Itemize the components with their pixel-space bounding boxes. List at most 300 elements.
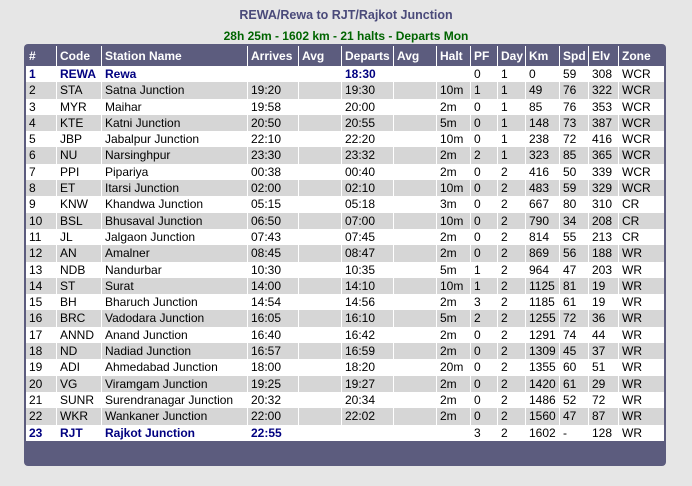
zone-cell: CR [619,213,664,229]
row-number-cell: 14 [26,278,57,294]
speed-cell: 34 [560,213,589,229]
row-number-cell: 6 [26,147,57,163]
platform-cell: 3 [471,294,498,310]
column-header: Station Name [102,46,248,66]
station-name-cell: Viramgam Junction [102,376,248,392]
day-cell: 2 [498,196,526,212]
distance-km-cell: 85 [526,99,560,115]
platform-cell: 3 [471,425,498,441]
elevation-cell: 51 [589,359,619,375]
row-number-cell: 1 [26,66,57,82]
departure-avg-cell [394,376,437,392]
elevation-cell: 387 [589,115,619,131]
table-row [26,359,664,375]
day-cell: 1 [498,131,526,147]
elevation-cell: 329 [589,180,619,196]
station-code-cell: ND [57,343,102,359]
row-number-cell: 23 [26,425,57,441]
arrival-avg-cell [299,408,342,424]
day-cell: 1 [498,82,526,98]
arrival-time-cell: 08:45 [248,245,299,261]
arrival-avg-cell [299,115,342,131]
arrival-time-cell: 19:25 [248,376,299,392]
platform-cell: 2 [471,310,498,326]
station-code-cell: BH [57,294,102,310]
distance-km-cell: 1420 [526,376,560,392]
halt-duration-cell: 5m [437,310,471,326]
departure-time-cell: 20:00 [342,99,394,115]
column-header: Spd [560,46,589,66]
station-code-cell: WKR [57,408,102,424]
departure-avg-cell [394,196,437,212]
day-cell: 2 [498,376,526,392]
day-cell: 2 [498,245,526,261]
table-row [26,147,664,163]
arrival-avg-cell [299,425,342,441]
zone-cell: WCR [619,115,664,131]
station-name-cell: Vadodara Junction [102,310,248,326]
row-number-cell: 20 [26,376,57,392]
station-name-cell: Khandwa Junction [102,196,248,212]
halt-duration-cell: 10m [437,278,471,294]
speed-cell: 45 [560,343,589,359]
departure-time-cell: 22:20 [342,131,394,147]
departure-time-cell [342,425,394,441]
platform-cell: 0 [471,115,498,131]
table-row [26,376,664,392]
arrival-avg-cell [299,82,342,98]
elevation-cell: 203 [589,262,619,278]
zone-cell: WCR [619,82,664,98]
distance-km-cell: 869 [526,245,560,261]
halt-duration-cell: 10m [437,131,471,147]
halt-duration-cell: 3m [437,196,471,212]
halt-duration-cell: 2m [437,229,471,245]
station-name-cell: Katni Junction [102,115,248,131]
row-number-cell: 21 [26,392,57,408]
speed-cell: 85 [560,147,589,163]
table-row [26,278,664,294]
platform-cell: 0 [471,66,498,82]
departure-avg-cell [394,262,437,278]
departure-avg-cell [394,131,437,147]
row-number-cell: 7 [26,164,57,180]
table-row [26,408,664,424]
day-cell: 2 [498,213,526,229]
zone-cell: WCR [619,164,664,180]
halt-duration-cell: 2m [437,343,471,359]
departure-time-cell: 05:18 [342,196,394,212]
zone-cell: WCR [619,66,664,82]
elevation-cell: 322 [589,82,619,98]
platform-cell: 0 [471,196,498,212]
elevation-cell: 310 [589,196,619,212]
station-name-cell: Ahmedabad Junction [102,359,248,375]
departure-avg-cell [394,408,437,424]
arrival-time-cell: 19:20 [248,82,299,98]
station-name-cell: Jabalpur Junction [102,131,248,147]
platform-cell: 0 [471,392,498,408]
row-number-cell: 4 [26,115,57,131]
distance-km-cell: 1255 [526,310,560,326]
arrival-avg-cell [299,213,342,229]
table-row [26,327,664,343]
station-code-cell: KNW [57,196,102,212]
day-cell: 2 [498,262,526,278]
table-row [26,310,664,326]
arrival-avg-cell [299,262,342,278]
row-number-cell: 3 [26,99,57,115]
arrival-time-cell: 22:10 [248,131,299,147]
halt-duration-cell: 2m [437,164,471,180]
table-body [26,66,664,441]
platform-cell: 0 [471,343,498,359]
distance-km-cell: 1486 [526,392,560,408]
platform-cell: 0 [471,180,498,196]
station-name-cell: Narsinghpur [102,147,248,163]
departure-avg-cell [394,99,437,115]
column-header: Arrives [248,46,299,66]
arrival-avg-cell [299,164,342,180]
station-name-cell: Rewa [102,66,248,82]
column-header: Avg [299,46,342,66]
speed-cell: 50 [560,164,589,180]
arrival-time-cell: 20:32 [248,392,299,408]
speed-cell: 76 [560,82,589,98]
elevation-cell: 353 [589,99,619,115]
day-cell: 2 [498,425,526,441]
zone-cell: WR [619,327,664,343]
halt-duration-cell: 10m [437,213,471,229]
station-code-cell: REWA [57,66,102,82]
halt-duration-cell: 2m [437,376,471,392]
arrival-time-cell: 00:38 [248,164,299,180]
day-cell: 2 [498,359,526,375]
arrival-time-cell: 14:00 [248,278,299,294]
halt-duration-cell: 2m [437,408,471,424]
departure-avg-cell [394,245,437,261]
station-name-cell: Nandurbar [102,262,248,278]
distance-km-cell: 0 [526,66,560,82]
day-cell: 1 [498,99,526,115]
arrival-time-cell: 22:00 [248,408,299,424]
arrival-avg-cell [299,196,342,212]
distance-km-cell: 483 [526,180,560,196]
row-number-cell: 12 [26,245,57,261]
departure-avg-cell [394,425,437,441]
station-name-cell: Jalgaon Junction [102,229,248,245]
station-name-cell: Pipariya [102,164,248,180]
arrival-avg-cell [299,147,342,163]
row-number-cell: 15 [26,294,57,310]
station-code-cell: JL [57,229,102,245]
departure-time-cell: 18:30 [342,66,394,82]
departure-avg-cell [394,147,437,163]
day-cell: 1 [498,115,526,131]
arrival-time-cell: 07:43 [248,229,299,245]
arrival-avg-cell [299,99,342,115]
distance-km-cell: 323 [526,147,560,163]
departure-time-cell: 07:00 [342,213,394,229]
platform-cell: 0 [471,164,498,180]
halt-duration-cell: 5m [437,115,471,131]
station-name-cell: Surendranagar Junction [102,392,248,408]
zone-cell: WR [619,262,664,278]
speed-cell: 72 [560,131,589,147]
elevation-cell: 128 [589,425,619,441]
header-row [26,46,664,66]
station-code-cell: VG [57,376,102,392]
zone-cell: CR [619,229,664,245]
station-code-cell: JBP [57,131,102,147]
distance-km-cell: 1355 [526,359,560,375]
halt-duration-cell: 10m [437,180,471,196]
day-cell: 2 [498,343,526,359]
distance-km-cell: 1125 [526,278,560,294]
speed-cell: - [560,425,589,441]
platform-cell: 1 [471,82,498,98]
arrival-time-cell: 23:30 [248,147,299,163]
table-row [26,245,664,261]
table-row [26,180,664,196]
table-row [26,392,664,408]
departure-time-cell: 16:10 [342,310,394,326]
zone-cell: WR [619,376,664,392]
station-code-cell: NU [57,147,102,163]
halt-duration-cell: 2m [437,147,471,163]
halt-duration-cell: 2m [437,392,471,408]
elevation-cell: 308 [589,66,619,82]
row-number-cell: 16 [26,310,57,326]
arrival-time-cell: 22:55 [248,425,299,441]
arrival-avg-cell [299,131,342,147]
zone-cell: WR [619,425,664,441]
departure-avg-cell [394,229,437,245]
station-code-cell: SUNR [57,392,102,408]
speed-cell: 81 [560,278,589,294]
departure-time-cell: 22:02 [342,408,394,424]
speed-cell: 59 [560,180,589,196]
day-cell: 2 [498,164,526,180]
elevation-cell: 208 [589,213,619,229]
arrival-avg-cell [299,294,342,310]
station-name-cell: Amalner [102,245,248,261]
departure-time-cell: 16:42 [342,327,394,343]
speed-cell: 59 [560,66,589,82]
departure-time-cell: 00:40 [342,164,394,180]
column-header: # [26,46,57,66]
route-title: REWA/Rewa to RJT/Rajkot Junction [239,8,453,22]
departure-avg-cell [394,294,437,310]
table-row [26,115,664,131]
departure-avg-cell [394,343,437,359]
station-code-cell: ST [57,278,102,294]
table-row [26,213,664,229]
station-code-cell: BRC [57,310,102,326]
station-name-cell: Nadiad Junction [102,343,248,359]
platform-cell: 0 [471,229,498,245]
platform-cell: 0 [471,131,498,147]
arrival-avg-cell [299,310,342,326]
departure-time-cell: 10:35 [342,262,394,278]
day-cell: 2 [498,278,526,294]
zone-cell: WR [619,343,664,359]
speed-cell: 61 [560,294,589,310]
departure-time-cell: 16:59 [342,343,394,359]
arrival-avg-cell [299,392,342,408]
departure-time-cell: 14:56 [342,294,394,310]
zone-cell: WR [619,245,664,261]
zone-cell: WCR [619,99,664,115]
arrival-time-cell: 16:40 [248,327,299,343]
departure-time-cell: 19:27 [342,376,394,392]
day-cell: 2 [498,229,526,245]
departure-avg-cell [394,213,437,229]
arrival-time-cell: 16:57 [248,343,299,359]
halt-duration-cell: 5m [437,262,471,278]
day-cell: 1 [498,147,526,163]
column-header: Halt [437,46,471,66]
column-header: Elv [589,46,619,66]
schedule-table [26,46,664,441]
speed-cell: 74 [560,327,589,343]
station-name-cell: Itarsi Junction [102,180,248,196]
elevation-cell: 19 [589,278,619,294]
platform-cell: 0 [471,408,498,424]
departure-time-cell: 19:30 [342,82,394,98]
arrival-time-cell: 19:58 [248,99,299,115]
elevation-cell: 19 [589,294,619,310]
table-row [26,262,664,278]
zone-cell: WR [619,359,664,375]
row-number-cell: 5 [26,131,57,147]
arrival-time-cell: 06:50 [248,213,299,229]
row-number-cell: 22 [26,408,57,424]
row-number-cell: 17 [26,327,57,343]
row-number-cell: 8 [26,180,57,196]
arrival-avg-cell [299,180,342,196]
column-header: PF [471,46,498,66]
station-code-cell: PPI [57,164,102,180]
departure-time-cell: 07:45 [342,229,394,245]
zone-cell: WCR [619,147,664,163]
table-row [26,294,664,310]
distance-km-cell: 1602 [526,425,560,441]
distance-km-cell: 814 [526,229,560,245]
speed-cell: 47 [560,408,589,424]
column-header: Km [526,46,560,66]
station-name-cell: Anand Junction [102,327,248,343]
departure-time-cell: 23:32 [342,147,394,163]
station-code-cell: AN [57,245,102,261]
zone-cell: WCR [619,180,664,196]
departure-time-cell: 20:55 [342,115,394,131]
column-header: Avg [394,46,437,66]
station-code-cell: ANND [57,327,102,343]
departure-time-cell: 14:10 [342,278,394,294]
day-cell: 2 [498,180,526,196]
distance-km-cell: 964 [526,262,560,278]
station-code-cell: ET [57,180,102,196]
departure-time-cell: 02:10 [342,180,394,196]
speed-cell: 52 [560,392,589,408]
row-number-cell: 13 [26,262,57,278]
station-code-cell: ADI [57,359,102,375]
distance-km-cell: 1309 [526,343,560,359]
table-row [26,425,664,441]
day-cell: 2 [498,327,526,343]
station-code-cell: STA [57,82,102,98]
departure-avg-cell [394,327,437,343]
distance-km-cell: 49 [526,82,560,98]
elevation-cell: 416 [589,131,619,147]
speed-cell: 73 [560,115,589,131]
halt-duration-cell [437,425,471,441]
zone-cell: WR [619,408,664,424]
platform-cell: 2 [471,147,498,163]
arrival-time-cell: 10:30 [248,262,299,278]
elevation-cell: 188 [589,245,619,261]
halt-duration-cell: 2m [437,245,471,261]
station-name-cell: Satna Junction [102,82,248,98]
column-header: Day [498,46,526,66]
platform-cell: 1 [471,262,498,278]
table-row [26,99,664,115]
station-code-cell: RJT [57,425,102,441]
arrival-avg-cell [299,376,342,392]
row-number-cell: 10 [26,213,57,229]
arrival-avg-cell [299,327,342,343]
arrival-time-cell: 20:50 [248,115,299,131]
arrival-avg-cell [299,359,342,375]
zone-cell: WR [619,294,664,310]
table-row [26,229,664,245]
arrival-time-cell: 18:00 [248,359,299,375]
departure-avg-cell [394,82,437,98]
elevation-cell: 339 [589,164,619,180]
platform-cell: 0 [471,327,498,343]
elevation-cell: 87 [589,408,619,424]
departure-avg-cell [394,392,437,408]
elevation-cell: 37 [589,343,619,359]
speed-cell: 61 [560,376,589,392]
zone-cell: CR [619,196,664,212]
arrival-time-cell: 14:54 [248,294,299,310]
departure-avg-cell [394,164,437,180]
platform-cell: 0 [471,99,498,115]
elevation-cell: 365 [589,147,619,163]
halt-duration-cell: 2m [437,294,471,310]
halt-duration-cell: 2m [437,327,471,343]
row-number-cell: 9 [26,196,57,212]
row-number-cell: 11 [26,229,57,245]
departure-avg-cell [394,359,437,375]
zone-cell: WR [619,392,664,408]
zone-cell: WCR [619,131,664,147]
station-name-cell: Bharuch Junction [102,294,248,310]
elevation-cell: 29 [589,376,619,392]
table-row [26,131,664,147]
station-code-cell: BSL [57,213,102,229]
row-number-cell: 2 [26,82,57,98]
platform-cell: 1 [471,278,498,294]
table-row [26,82,664,98]
speed-cell: 72 [560,310,589,326]
arrival-time-cell: 16:05 [248,310,299,326]
platform-cell: 0 [471,245,498,261]
day-cell: 2 [498,310,526,326]
distance-km-cell: 1560 [526,408,560,424]
